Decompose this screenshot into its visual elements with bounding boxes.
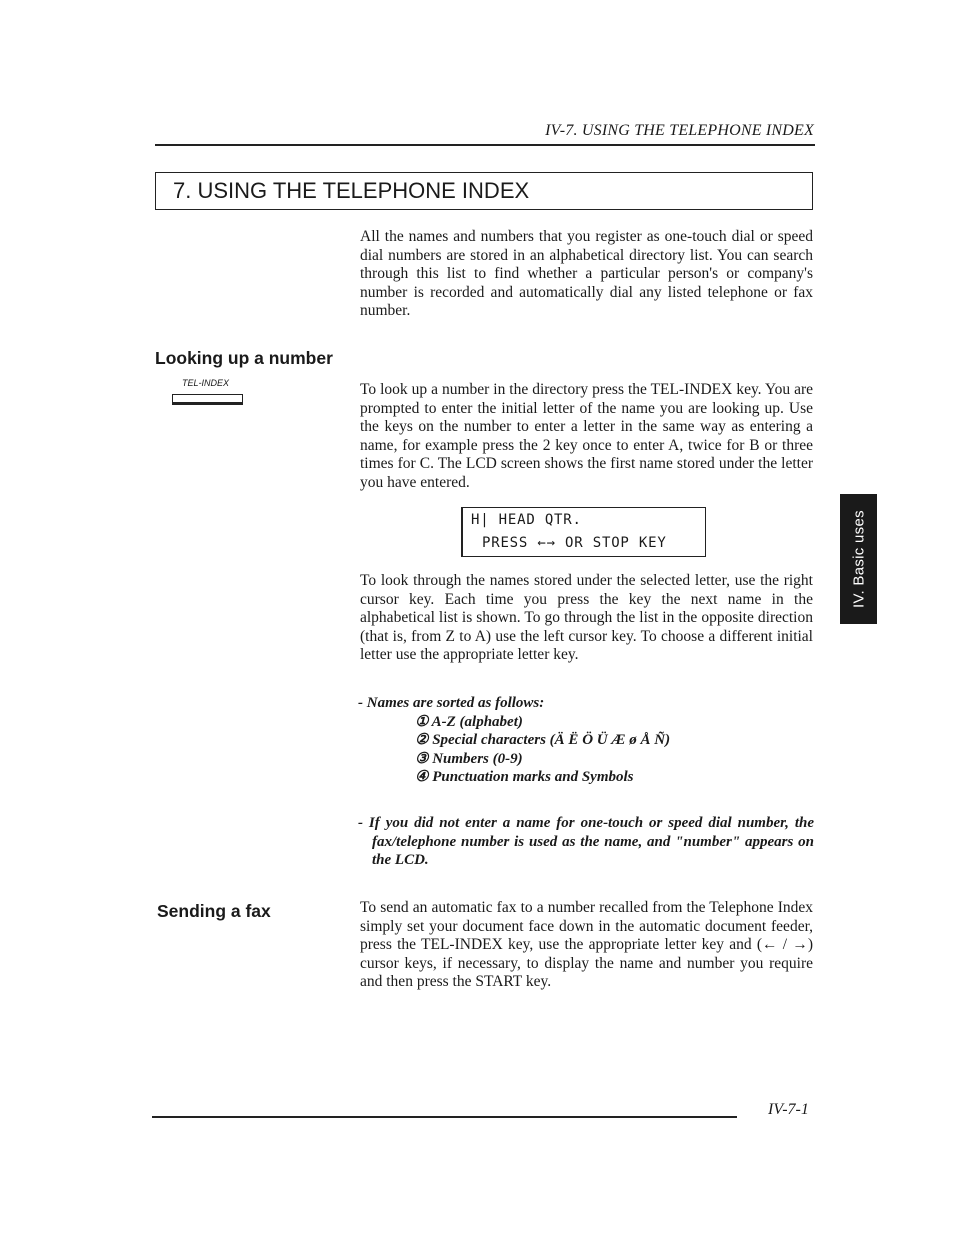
sort-item-3: ③ Numbers (0-9) (415, 751, 523, 767)
chapter-side-tab (840, 494, 877, 624)
lcd-display (461, 507, 706, 557)
sending-heading: Sending a fax (157, 901, 271, 921)
no-name-note: - If you did not enter a name for one-touch or speed dial number, the fax/telephone number is used as the name, and "number" appears on the LCD. (358, 815, 814, 868)
lookup-paragraph: To look up a number in the directory press the TEL-INDEX key. You are prompted to enter the initial letter of the name you are looking up. Use the keys on the number to enter a letter in the same way as entering a name, for example press the 2 key once to enter A, twice for B or three times for C. The LCD screen shows the first name stored under the letter you have entered. (360, 381, 813, 491)
sorted-note: - Names are sorted as follows: (358, 695, 545, 711)
browse-paragraph: To look through the names stored under the selected letter, use the right cursor key. Each time you press the key the next name in the alphabetical list is shown. To go through the list in the opposite direction (that is, from Z to A) use the left cursor key. To choose a different initial letter use the appropriate letter key. (360, 572, 813, 663)
tel-index-key-label: TEL-INDEX (182, 378, 230, 388)
page-number: IV-7-1 (768, 1101, 809, 1118)
footer-rule (152, 1116, 737, 1118)
looking-up-heading: Looking up a number (155, 348, 333, 368)
lcd-line-2: PRESS ←→ OR STOP KEY (482, 535, 667, 551)
sort-item-4: ④ Punctuation marks and Symbols (415, 769, 634, 785)
title-box (155, 172, 813, 210)
sending-paragraph: To send an automatic fax to a number recalled from the Telephone Index simply set your document face down in the automatic document feeder, press the TEL-INDEX key, use the appropriate letter key and (← / →) cursor keys, if necessary, to display the name and number you require and then press the START key. (360, 899, 813, 990)
sort-item-1: ① A-Z (alphabet) (415, 714, 523, 730)
running-header: IV-7. USING THE TELEPHONE INDEX (545, 122, 814, 139)
page-title: 7. USING THE TELEPHONE INDEX (173, 178, 530, 203)
sort-item-2: ② Special characters (Ä Ë Ö Ü Æ ø Å Ñ) (415, 732, 671, 748)
header-rule (155, 144, 815, 146)
tel-index-key-drawing (172, 394, 243, 405)
lcd-line-1: H| HEAD QTR. (471, 512, 582, 528)
chapter-side-tab-label: IV. Basic uses (850, 510, 867, 608)
intro-paragraph: All the names and numbers that you register as one-touch dial or speed dial numbers are stored in an alphabetical directory list. You can search through this list to find whether a particular person's or company's number is recorded and automatically dial any listed telephone or fax number. (360, 228, 813, 319)
